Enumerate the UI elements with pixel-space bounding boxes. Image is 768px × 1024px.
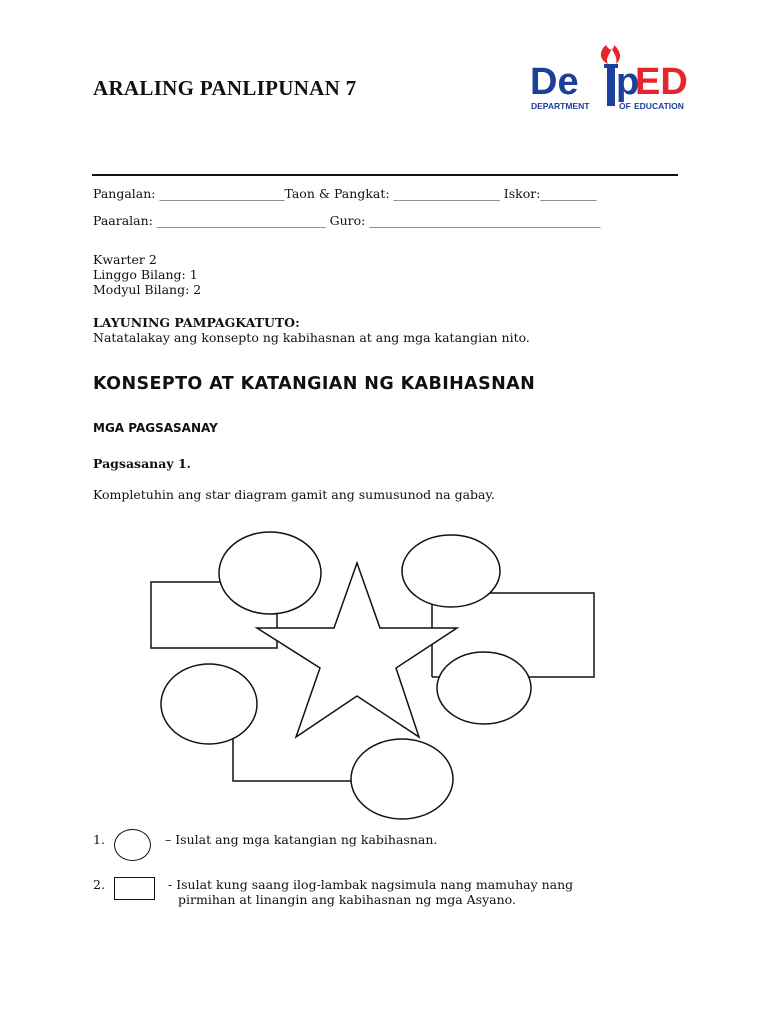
form-row-name[interactable]: Pangalan: ____________________Taon & Pangkat: _________________ Iskor:_________ <box>93 186 597 201</box>
modyul-text: Modyul Bilang: 2 <box>93 282 202 297</box>
exercise-label: Pagsasanay 1. <box>93 456 192 471</box>
svg-text:OF: OF <box>619 101 631 111</box>
kwarter-text: Kwarter 2 <box>93 252 157 267</box>
diagram-box-bottom <box>233 710 354 781</box>
diagram-box-left <box>151 582 277 648</box>
diagram-circle-bottom <box>351 739 453 819</box>
logo-text-ed: ED <box>635 61 688 103</box>
section-heading: MGA PAGSASANAY <box>93 421 218 435</box>
rectangle-symbol-icon <box>114 877 155 900</box>
form-row-school[interactable]: Paaralan: ___________________________ Guro: _____________________________________ <box>93 213 601 228</box>
linggo-text: Linggo Bilang: 1 <box>93 267 198 282</box>
legend-item-1-number: 1. <box>93 832 105 847</box>
objective-heading: LAYUNING PAMPAGKATUTO: <box>93 315 300 330</box>
diagram-circle-mid-right <box>437 652 531 724</box>
header-rule <box>92 174 678 176</box>
diagram-box-right <box>432 593 594 677</box>
lesson-title: KONSEPTO AT KATANGIAN NG KABIHASNAN <box>93 374 536 394</box>
star-shape <box>257 563 457 737</box>
diagram-circle-top-right <box>402 535 500 607</box>
logo-text-dep: De <box>530 61 579 103</box>
logo-text-p: p <box>616 61 640 103</box>
diagram-circle-mid-left <box>161 664 257 744</box>
module-info <box>93 252 201 297</box>
legend-item-1-text: – Isulat ang mga katangian ng kabihasnan. <box>165 832 438 847</box>
deped-logo <box>528 42 693 117</box>
diagram-circle-top-left <box>219 532 321 614</box>
logo-subtitle: DEPARTMENT <box>531 101 590 111</box>
legend-item-2-text-line2: pirmihan at linangin ang kabihasnan ng mga Asyano. <box>178 892 516 907</box>
svg-text:EDUCATION: EDUCATION <box>634 101 684 111</box>
legend-item-2-text-line1: - Isulat kung saang ilog-lambak nagsimula nang mamuhay nang <box>168 877 574 892</box>
legend-item-2-number: 2. <box>93 877 105 892</box>
exercise-instruction: Kompletuhin ang star diagram gamit ang sumusunod na gabay. <box>93 487 495 502</box>
document-title: ARALING PANLIPUNAN 7 <box>93 76 357 100</box>
circle-symbol-icon <box>114 829 151 861</box>
objective-text: Natatalakay ang konsepto ng kabihasnan at ang mga katangian nito. <box>93 330 530 345</box>
